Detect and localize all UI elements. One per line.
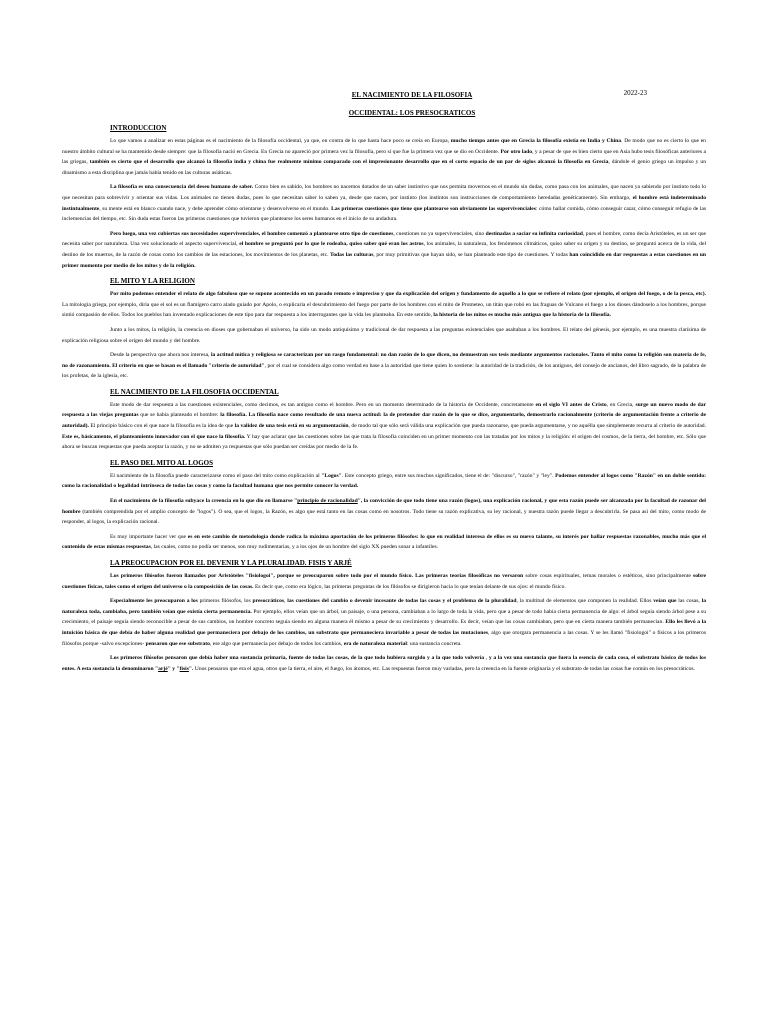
text-run: el hombre está indeterminado instintualmente: [62, 194, 706, 212]
text-run: " y ": [167, 665, 180, 672]
body-paragraph: [62, 571, 706, 592]
text-run: veían que: [653, 598, 677, 605]
text-run: las cuestiones del cambio o devenir incesante de todas las cosas y el problema de la pluralidad: [287, 598, 517, 605]
text-run: Lo que vamos a analizar en estas páginas es el nacimiento de la filosofía occidental, ya que, en contra de lo que hasta hace poco se creía en Europa,: [110, 138, 451, 144]
text-run: surge un nuevo modo de dar respuesta a las viejas preguntas: [62, 401, 706, 419]
text-run: [180, 666, 189, 672]
text-run: principio de racionalidad: [297, 498, 358, 505]
text-run: Pero luego, una vez cubiertas sus necesidades supervivenciales, el hombre comenzó a plantearse otro tipo de cuestiones: [110, 230, 394, 237]
body-paragraph: [62, 532, 706, 553]
text-run: Especialmente les preocuparon a los: [110, 598, 198, 605]
section-heading: EL PASO DEL MITO AL LOGOS: [110, 458, 214, 467]
section-heading: EL MITO Y LA RELIGION: [110, 277, 195, 286]
body-paragraph: [62, 182, 706, 224]
text-run: no versaron: [494, 573, 524, 579]
text-run: Junto a los mitos, la religión, la creencia en dioses que gobernaban el universo, ha sido un modo antiquísimo y tradicional de dar respuesta a las preguntas existenciales que asaltaban a los hombres. El relato del génesis, por ejemplo, es una muestra clarísima de explicación religiosa sobre el origen del mundo y del hombre.: [62, 326, 706, 344]
text-run: . Este concepto griego, entre sus muchos significados, tiene el de: "discurso", "razón" y "ley".: [341, 472, 556, 479]
body-paragraph: [62, 350, 706, 382]
document-body: [62, 124, 706, 674]
text-run: sobre cuestiones físicas, tales como el origen del universo o la composición de las cosas.: [62, 573, 706, 590]
text-run: Es muy importante hacer ver que: [110, 533, 188, 540]
text-run: [158, 666, 168, 672]
text-run: sobre cosas espirituales, temas morales o estéticos, sino principalmente: [523, 573, 694, 579]
text-run: las cosas,: [676, 598, 702, 605]
text-run: Por otro lado: [500, 148, 533, 155]
text-run: han coincidido en dar respuestas a estas cuestiones en un primer momento por medio de los mitos y de la religión.: [62, 251, 706, 269]
text-run: pensaron que ese substrato: [145, 640, 210, 647]
text-run: [297, 498, 358, 504]
text-run: Este modo de dar respuesta a las cuestiones existenciales, como decimos, es tan antiguo como el hombre. Pero en un momento determinado de la historia de Occidente, concretamente: [110, 401, 536, 408]
body-paragraph: [62, 496, 706, 528]
text-run: , ese algo que permanecía por debajo de todos los cambios,: [209, 640, 344, 647]
text-run: ,: [284, 598, 288, 605]
text-run: la historia de los mitos es mucho más antigua que la historia de la filosofía.: [433, 312, 612, 319]
text-run: Por ejemplo, ellos veían que un árbol, un paisaje, o una persona, cambiaban a lo largo de toda la vida, pero que a pesar de todo había cierta permanencia de algo: el árbol seguía siendo árbol pese a su crecimiento, el paisaje seguía siendo reconocible a pesar de sus cambios, un hombre concreto seguía siendo en alguna manera él mismo a pesar de su crecimiento y desarrollo. Es decir, veían que las cosas cambiaban, pero que en cierta manera también permanecían.: [62, 608, 707, 626]
text-run: también es cierto que el desarrollo que alcanzó la filosofía india y china fue realmente mínimo comparado con el impresionante desarrollo que en el corto espacio de un par de siglos alcanzó la filosofía en Grecia: [89, 159, 609, 166]
text-run: , dándole el genio griego un impulso y un dinamismo a esta disciplina que jamás había tenido en las culturas asiáticas.: [62, 159, 707, 176]
course-year: 2022-23: [623, 89, 647, 97]
text-run: , su mente está en blanco cuando nace, y debe aprender cómo orientarse y desenvolverse en el mundo.: [99, 205, 332, 212]
text-run: , en Grecia,: [606, 401, 636, 408]
text-run: Como bien es sabido, los hombres no nacemos dotados de un saber instintivo que nos permita movernos en el mundo sin dudas, como pasa con los animales, que nacen ya sabiendo por instinto todo lo que necesitan para sobrevivir y orientar sus vidas. Los animales no tienen dudas, pues lo que necesitan saber lo saben ya, desde que nacen, por instinto (los instintos son instrucciones de comportamiento heredadas genéticamente). Sin embargo,: [62, 184, 706, 201]
text-run: , los animales, la naturaleza, los fenómenos climáticos, quiso saber su origen y su destino, se preguntó acerca de la vida, del destino de los muertos, de la razón de cosas como los cambios de las estaciones, los movimientos de los planetas, etc.: [62, 241, 706, 258]
text-run: , por muy primitivas que hayan sido, se han planteado este tipo de cuestiones. Y todas: [373, 251, 570, 258]
text-run: : una sustancia concreta.: [406, 640, 462, 647]
body-paragraph: [62, 400, 706, 453]
text-run: . De modo que no es cierto lo que en nuestro ámbito cultural se ha mantenido desde siempre: que la filosofía nació en Grecia. En Grecia no apareció por primera vez la filosofía, pero sí que fue la primera vez que se dio en Occidente.: [62, 138, 706, 155]
section-heading: EL NACIMIENTO DE LA FILOSOFIA OCCIDENTAL: [110, 387, 279, 396]
document-title-line-2: OCCIDENTAL: LOS PRESOCRATICOS: [348, 109, 476, 117]
text-run: Ello les llevó a la intuición básica de que debía de haber alguna realidad que permaneciera por debajo de los cambios, un substrato que permaneciera invariable a pesar de todas las mutaciones: [62, 619, 706, 636]
text-run: la naturaleza toda, cambiaba, pero también veían que existía cierta permanencia.: [62, 598, 706, 615]
text-run: , algo que otorgara permanencia a las cosas. Y se les llamó "fisiologoi" o físicos a los primeros filósofos porque -salvo excepciones-: [62, 629, 706, 647]
text-run: Los primeros filósofos pensaron que debía haber una sustancia primaria, fuente de todas las cosas, de la que todo hubiera surgido y a la que todo volvería: [110, 655, 485, 662]
section-heading: LA PREOCUPACION POR EL DEVENIR Y LA PLURALIDAD. FISIS Y ARJÉ: [110, 559, 352, 567]
text-run: Todas las culturas: [330, 251, 374, 258]
text-run: , las cuales, como no podía ser menos, son muy rudimentarias, y a los ojos de un hombre del siglo XX pueden sonar a infantiles.: [150, 544, 439, 551]
text-run: : cómo hallar comida, cómo conseguir cazar, cómo conseguir refugio de las inclemencias del tiempo, etc. Sin duda estas fueron las primeras cuestiones que tuvieron que plantearse los seres humanos en el inicio de su andadura.: [62, 205, 706, 223]
text-run: ,: [484, 655, 489, 662]
text-run: mucho tiempo antes que en Grecia la filosofía existía en India y China: [450, 138, 622, 144]
body-paragraph: [62, 325, 706, 346]
text-run: Es decir que, como era lógico, las primeras preguntas de los filósofos se dirigieron hacia lo que tenían delante de sus ojos: el mundo físico.: [253, 583, 566, 590]
text-run: arjé: [158, 665, 168, 672]
text-run: El nacimiento de la filosofía puede caracterizarse como el paso del mito como explicación al: [110, 472, 322, 479]
body-paragraph: [62, 471, 706, 492]
text-run: La mitología griega, por ejemplo, diría que el sol es un flamígero carro alado guiado por Apolo, o explicaría el descubrimiento del fuego por parte de los hombres con el mito de Prometeo, un titán que robó en las fraguas de Vulcano el fuego a los dioses dándoselo a los hombres, porque sintió compasión de ellos. Todos los pueblos han inventado explicaciones de este tipo para dar respuesta a los interrogantes que la vida les planteaba. En este sentido,: [62, 301, 706, 319]
text-run: la actitud mítica y religiosa se caracterizan por un rasgo fundamental: no dan razón de lo que dicen, no demuestran sus tesis mediante argumentos racionales. Tanto el mito como la religión son materia de fe, no de razonamiento. El criterio en que se basan es el llamado "criterio de autoridad": [62, 352, 706, 369]
text-run: presocráticos: [252, 598, 285, 605]
text-run: El principio básico con el que nace la filosofía es la idea de que: [88, 423, 235, 430]
text-run: , la multitud de elementos que componen la realidad. Ellos: [516, 598, 654, 605]
text-run: era de naturaleza material: [343, 640, 407, 647]
text-run: es en este cambio de metodología donde radica la máxima aportación de los primeros filósofos: lo que en realidad interesa de ellos es su nuevo talante, su interés por hallar respuestas razonables, mucho más que el contenido de estas mismas respuestas: [62, 533, 707, 551]
text-run: fisis: [179, 665, 189, 672]
text-run: el hombre se preguntó por lo que le rodeaba, quiso saber qué eran los astros: [239, 241, 424, 248]
text-run: Desde la perspectiva que ahora nos interesa,: [110, 352, 211, 359]
text-run: En el nacimiento de la filosofía subyace la creencia en lo que dio en llamarse ": [110, 498, 298, 505]
text-run: "Logos": [321, 472, 342, 479]
text-run: destinadas a saciar su infinita curiosidad: [485, 230, 583, 237]
text-run: ".: [188, 665, 194, 672]
text-run: Este es, básicamente, el planteamiento innovador con el que nace la filosofía.: [62, 433, 246, 440]
text-run: , de modo tal que sólo será válida una explicación que pueda razonarse, que pueda argumentarse, y no aquélla que simplemente recurra al criterio de autoridad.: [348, 423, 706, 430]
text-run: , pues el hombre, como decía Aristóteles, es un ser que necesita saber por naturaleza. Una vez solucionado el aspecto supervivencial,: [62, 230, 707, 248]
body-paragraph: [62, 136, 706, 178]
section-heading: INTRODUCCION: [110, 124, 167, 132]
text-run: Unos pensaron que era el agua, otros que la tierra, el aire, el fuego, los átomos, etc. Las respuestas fueron muy variadas, pero la creencia en la fuente originaria y el substrato de todas las cosas fue común en los presocráticos.: [193, 665, 695, 672]
text-run: , y a pesar de que es bien cierto que en Asia hubo tesis filosóficas anteriores a las griegas,: [62, 148, 706, 166]
document-title-line-1: EL NACIMIENTO DE LA FILOSOFIA: [351, 91, 473, 99]
text-run: , por el cual se considera algo como verdad en base a la autoridad que tiene quien lo sostiene: la autoridad de la tradición, de los antiguos, del consejo de ancianos, del libro sagrado, de la palabra de los profetas, de la iglesia, etc.: [62, 362, 706, 380]
text-run: Los primeros filósofos fueron llamados por Aristóteles "fisiologoi", porque se preocuparon sobre todo por el mundo físico. Las primeras teorías filosóficas: [110, 573, 492, 579]
body-paragraph: [62, 653, 706, 674]
text-run: la validez de una tesis está en su argumentación: [234, 423, 349, 430]
text-run: que se había planteado el hombre:: [138, 412, 221, 419]
text-run: la filosofía. La filosofía nace como resultado de una nueva actitud: la de pretender dar razón de lo que se dice, argumentarlo, demostrarlo racionalmente (criterio de argumentación frente a criterio de autoridad).: [62, 412, 706, 430]
text-run: y a la vez una sustancia que fuera la esencia de cada cosa, el substrato básico de todos los entes. A esta sustancia la denominaron ": [62, 655, 706, 672]
text-run: en el siglo VI antes de Cristo: [535, 401, 607, 408]
text-run: ", la convicción de que todo tiene una razón (logos), una explicación racional, y que esta razón puede ser alcanzada por la facultad de razonar del hombre: [62, 498, 706, 515]
text-run: (también comprendida por el amplio concepto de "logos"). O sea, que el logos, la Razón, es algo que está tanto en las cosas como en nosotros. Todo tiene su razón explicativa, su ley racional, y nuestra razón puede llegar a descubrirla. Se pasa así del mito, como modo de responder, al logos, la explicación racional.: [62, 508, 706, 526]
body-paragraph: [62, 596, 706, 649]
text-run: Y hay que aclarar que las cuestiones sobre las que trata la filosofía coinciden en un primer momento con las tratadas por los mitos y la religión: el origen del cosmos, de la tierra, del hombre, etc. Sólo que ahora se buscan respuestas que pueda aceptar la razón, y no se admiten ya respuestas que sólo puedan ser creídas por medio de la fe.: [62, 433, 706, 451]
text-run: Podemos entender al logos como "Razón" en un doble sentido: como la racionalidad o legalidad intrínseca de todas las cosas y como la facultad humana que nos permite conocer la verdad.: [62, 472, 707, 490]
body-paragraph: [62, 229, 706, 271]
text-run: primeros filósofos, los: [197, 598, 253, 605]
text-run: Por mito podemos entender el relato de algo fabuloso que se supone acontecido en un pasado remoto e impreciso y que da explicación del origen y fundamento de aquello a lo que se refiere el relato (por ejemplo, el origen del fuego, o de la pesca, etc).: [110, 291, 706, 298]
body-paragraph: [62, 289, 706, 321]
text-run: Las primeras cuestiones que tiene que plantearse son obviamente las supervivenciales: [331, 205, 536, 212]
text-run: , cuestiones no ya supervivenciales, sino: [393, 230, 486, 237]
text-run: La filosofía es una consecuencia del deseo humano de saber.: [110, 184, 254, 191]
